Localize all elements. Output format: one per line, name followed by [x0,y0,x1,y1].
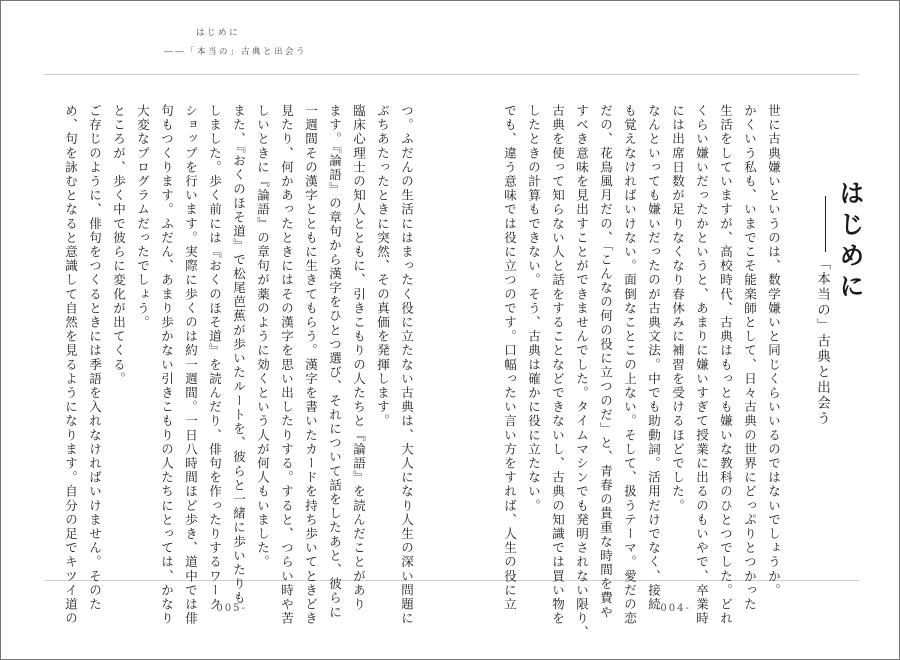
right-page-line: 世に古典嫌いというのは、数学嫌いと同じくらいいるのではないでしょうか。 [766,104,782,598]
running-head-chapter: はじめに [196,28,241,38]
left-page-line: ご存じのように、俳句をつくるときには季語を入れなければいけません。そのた [87,104,103,612]
right-page-line: かくいう私も、いまでこそ能楽師として、日々古典の世界にどっぷりとつかった [742,104,758,612]
running-head-dash: ―― [164,47,186,57]
chapter-title: はじめに [836,180,865,304]
running-head-section [164,45,307,57]
page-number-right: -004- [655,603,691,614]
left-page-line: 大変なプログラムだったでしょう。 [135,104,151,330]
running-head-section-title: 「本当の」古典と出会う [186,47,308,57]
right-page-line: も覚えなければいけない。面倒なことこの上ない。そして、扱うテーマ。愛だの恋 [622,104,638,626]
right-page-line: だの、花鳥風月だの、「こんなの何の役に立つのだ」と、青春の貴重な時間を費や [598,104,614,620]
left-page-line: ショップを行います。実際に歩くのは約一週間。一日八時間ほど歩き、道中では俳 [183,104,199,626]
left-page-line: 句もつくります。ふだん、あまり歩かない引きこもりの人たちにとっては、かなり [159,104,175,626]
right-page-line: には出席日数が足りなくなり春休みに補習を受けるほどでした。 [670,104,686,513]
left-page-line: め、句を詠むとなると意識して自然を見るようになります。自分の足でキツイ道の [63,104,79,626]
right-page-line: したときの計算もできない。そう、古典は確かに役に立たない。 [526,104,542,513]
right-page-line: 古典を使って知らない人と話をすることなどできないし、古典の知識では買い物を [550,104,566,626]
chapter-subtitle: 「本当の」古典と出会う [814,256,830,427]
right-page-line: でも、違う意味では役に立つのです。口幅ったい言い方をすれば、人生の役に立 [502,104,518,612]
title-dash [825,196,826,252]
left-page-line: ぶちあたったときに突然、その真価を発揮します。 [375,104,391,429]
left-page-line: ところが、歩く中で彼らに変化が出てくる。 [111,104,127,386]
left-page-line: しました。歩く前には『おくのほそ道』を読んだり、俳句を作ったりするワーク [207,104,223,612]
chapter-subtitle-block [814,196,830,427]
page-number-left: -005- [211,603,247,614]
chapter-heading [812,180,868,427]
right-page-line: なんといっても嫌いだったのが古典文法。中でも助動詞。活用だけでなく、接続 [646,104,662,612]
left-page-line: ます。『論語』の章句から漢字をひとつ選び、それについて話をしたあと、彼らに [327,104,343,620]
left-page-line: 一週間その漢字とともに生きてもらう。漢字を書いたカードを持ち歩いてときどき [303,104,319,626]
left-page-line: つ。ふだんの生活にはまったく役に立たない古典は、大人になり人生の深い問題に [399,104,415,626]
top-rule [44,74,859,75]
left-page-line: 臨床心理士の知人とともに、引きこもりの人たちと『論語』を読んだことがあり [351,104,367,612]
left-page-line: また、『おくのほそ道』で松尾芭蕉が歩いたルートを、彼らと一緒に歩いたりも [231,104,247,606]
right-page-line: くらい嫌いだったかというと、あまりに嫌いすぎて授業に出るのもいやで、卒業時 [694,104,710,626]
right-page-line: すべき意味を見出すことができませんでした。タイムマシンでも発明されない限り、 [574,104,590,640]
right-page-line: 生活をしていますが、高校時代、古典はもっとも嫌いな教科のひとつでした。どれ [718,104,734,626]
left-page-line: 見たり、何かあったときにはその漢字を思い出したりする。すると、つらい時や苦 [279,104,295,626]
left-page-line: しいときに『論語』の章句が薬のように効くという人が何人もいました。 [255,104,271,570]
